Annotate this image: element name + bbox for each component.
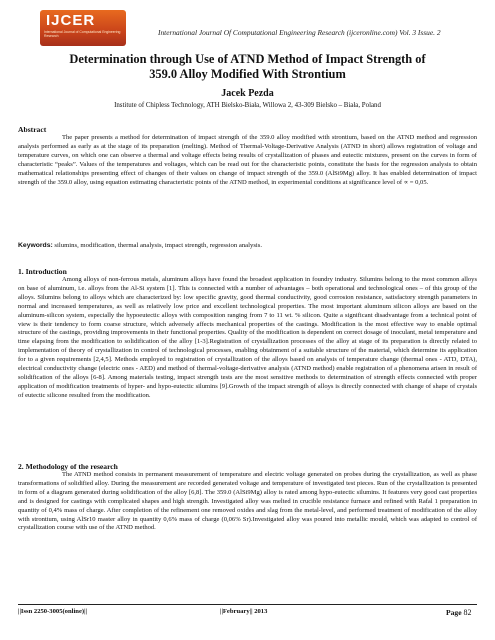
keywords-label: Keywords: [18,242,53,249]
paper-title [40,52,455,82]
methodology-body: The ATND method consists in permanent measurement of temperature and electric voltage generated on probes during the crystallization, as well as phase transformations of solidified alloy. During the measurement are recorded generated voltage and temperature of investigated test pieces. Run of the crystallization is presented in form of a diagram generated during solidification of the alloy [6,8]. The 359.0 (AlSi9Mg) alloy is rated among hypo-eutectic silumins. It features very good cast properties and is designed for castings with complicated shapes and high strength. Investigated alloy was melted in crucible resistance furnace and refined with Rafal 1 preparation in quantity of 0,4% mass of charge. After completion of the refinement one removed oxides and slag from the metal-level, and performed treatment of modification of the alloy with strontium, using AlSr10 master alloy in quantity 0,6% mass of charge (0,06% Sr).Investigated alloy was poured into metallic mould, which was adapted to control of crystallization course with use of the ATND method. [18,471,477,532]
footer-rule [18,604,477,605]
logo-wordmark: IJCER [46,12,96,29]
logo-subtitle: International Journal of Computational Engineering Research [44,30,121,38]
section-heading-introduction: 1. Introduction [18,267,67,276]
journal-citation: International Journal Of Computational Engineering Research (ijceronline.com) Vol. 3 Issue. 2 [158,28,441,37]
keywords-text: silumins, modification, thermal analysis, impact strength, regression analysis. [54,242,263,249]
abstract-heading: Abstract [18,125,47,134]
footer-issn: ||Issn 2250-3005(online)|| [18,608,88,615]
introduction-text [18,276,477,401]
title-line-1: Determination through Use of ATND Method of Impact Strength of [69,52,426,66]
author-name: Jacek Pezda [221,88,274,99]
methodology-text [18,471,477,533]
journal-header [40,10,460,46]
footer-page [446,608,472,617]
introduction-body: Among alloys of non-ferrous metals, aluminum alloys have found the broadest application in foundry industry. Silumins belong to the most common alloys on base of aluminum, i.e. alloys from the Al-Si system [1]. This is connected with a number of advantages – both operational and technological ones – of this group of the alloys. Silumins belong to alloys which are characterized by: low specific gravity, good thermal conductivity, good corrosion resistance, satisfactory strength parameters in normal and increased temperatures, as well as relatively low price and excellent technological properties. The most important aluminum silicon alloys are based on the aluminum-silicon system, especially the hypoeutectic alloys with composition ranging from 7 to 11 wt. % silicon. Quite a significant disadvantage from a technical point of view is their tendency to form coarse structure, which adversely affects mechanical properties of the castings. Modification is the most effective way to enable optimal structure of the castings, providing improvements in their functional properties. Quality of the modification is dependent on correct dosage of inoculant, metal temperature and time elapsing from the modification to solidification of the alloy [1-3].Registration of crystallization processes of the alloy at stage of its preparation is directly related to implementation of theory of crystallization in control of technological processes, enabling obtainment of a suitable structure of the material, which determine its application for to a given requirements [2,4,5]. Methods employed to registration of crystallization of the alloys based on analysis of temperature change (thermal ones - ATD, DTA), electrical conductivity change (electric ones - AED) and method of thermal-voltage-derivative analysis (ATND method) enable registration of a phenomena arisen in result of solidification of the alloys [6-8]. Among materials testing, impact strength tests are the most sensitive methods to determination of strength effects connected with proper application of modification treatments of hyper- and hypo-eutectic silumins [9].Growth of the impact strength of alloys is directly connected with change of shape of crystals of eutectic silicone resulted from the modification. [18,276,477,399]
author-affiliation: Institute of Chipless Technology, ATH Bielsko-Biała, Willowa 2, 43-309 Bielsko – Biała, Poland [114,102,381,109]
page-label: Page [446,608,462,617]
page-number: 82 [463,608,472,617]
keywords-line [18,241,477,250]
section-heading-methodology: 2. Methodology of the research [18,462,118,471]
abstract-text [18,134,477,187]
journal-logo [40,10,126,46]
abstract-body: The paper presents a method for determination of impact strength of the 359.0 alloy modified with strontium, based on the ATND method and regression analysis performed as early as at the stage of its preparation (melting). Method of Thermal-Voltage-Derivative Analysis (ATND in short) allows registration of voltage and temperature curves, on which one can observe a thermal and voltage effects being results of crystallization of phases and eutectic mixtures, present on the curves in form of characteristic “peaks”. Values of the temperatures and voltages, which can be read out for the characteristic points, constitute the basis for the regression analysis to obtain mathematical relationships presenting effect of changes of their values on change of impact strength of the 359.0 (AlSi9Mg) alloy. It has enabled determination of impact strength of the 359.0 alloy, using equation estimating characteristic points of the ATND method, in experimental conditions at significance level of ∝ = 0,05. [18,134,477,186]
title-line-2: 359.0 Alloy Modified With Strontium [149,67,346,81]
footer-date: ||February|| 2013 [220,608,268,615]
